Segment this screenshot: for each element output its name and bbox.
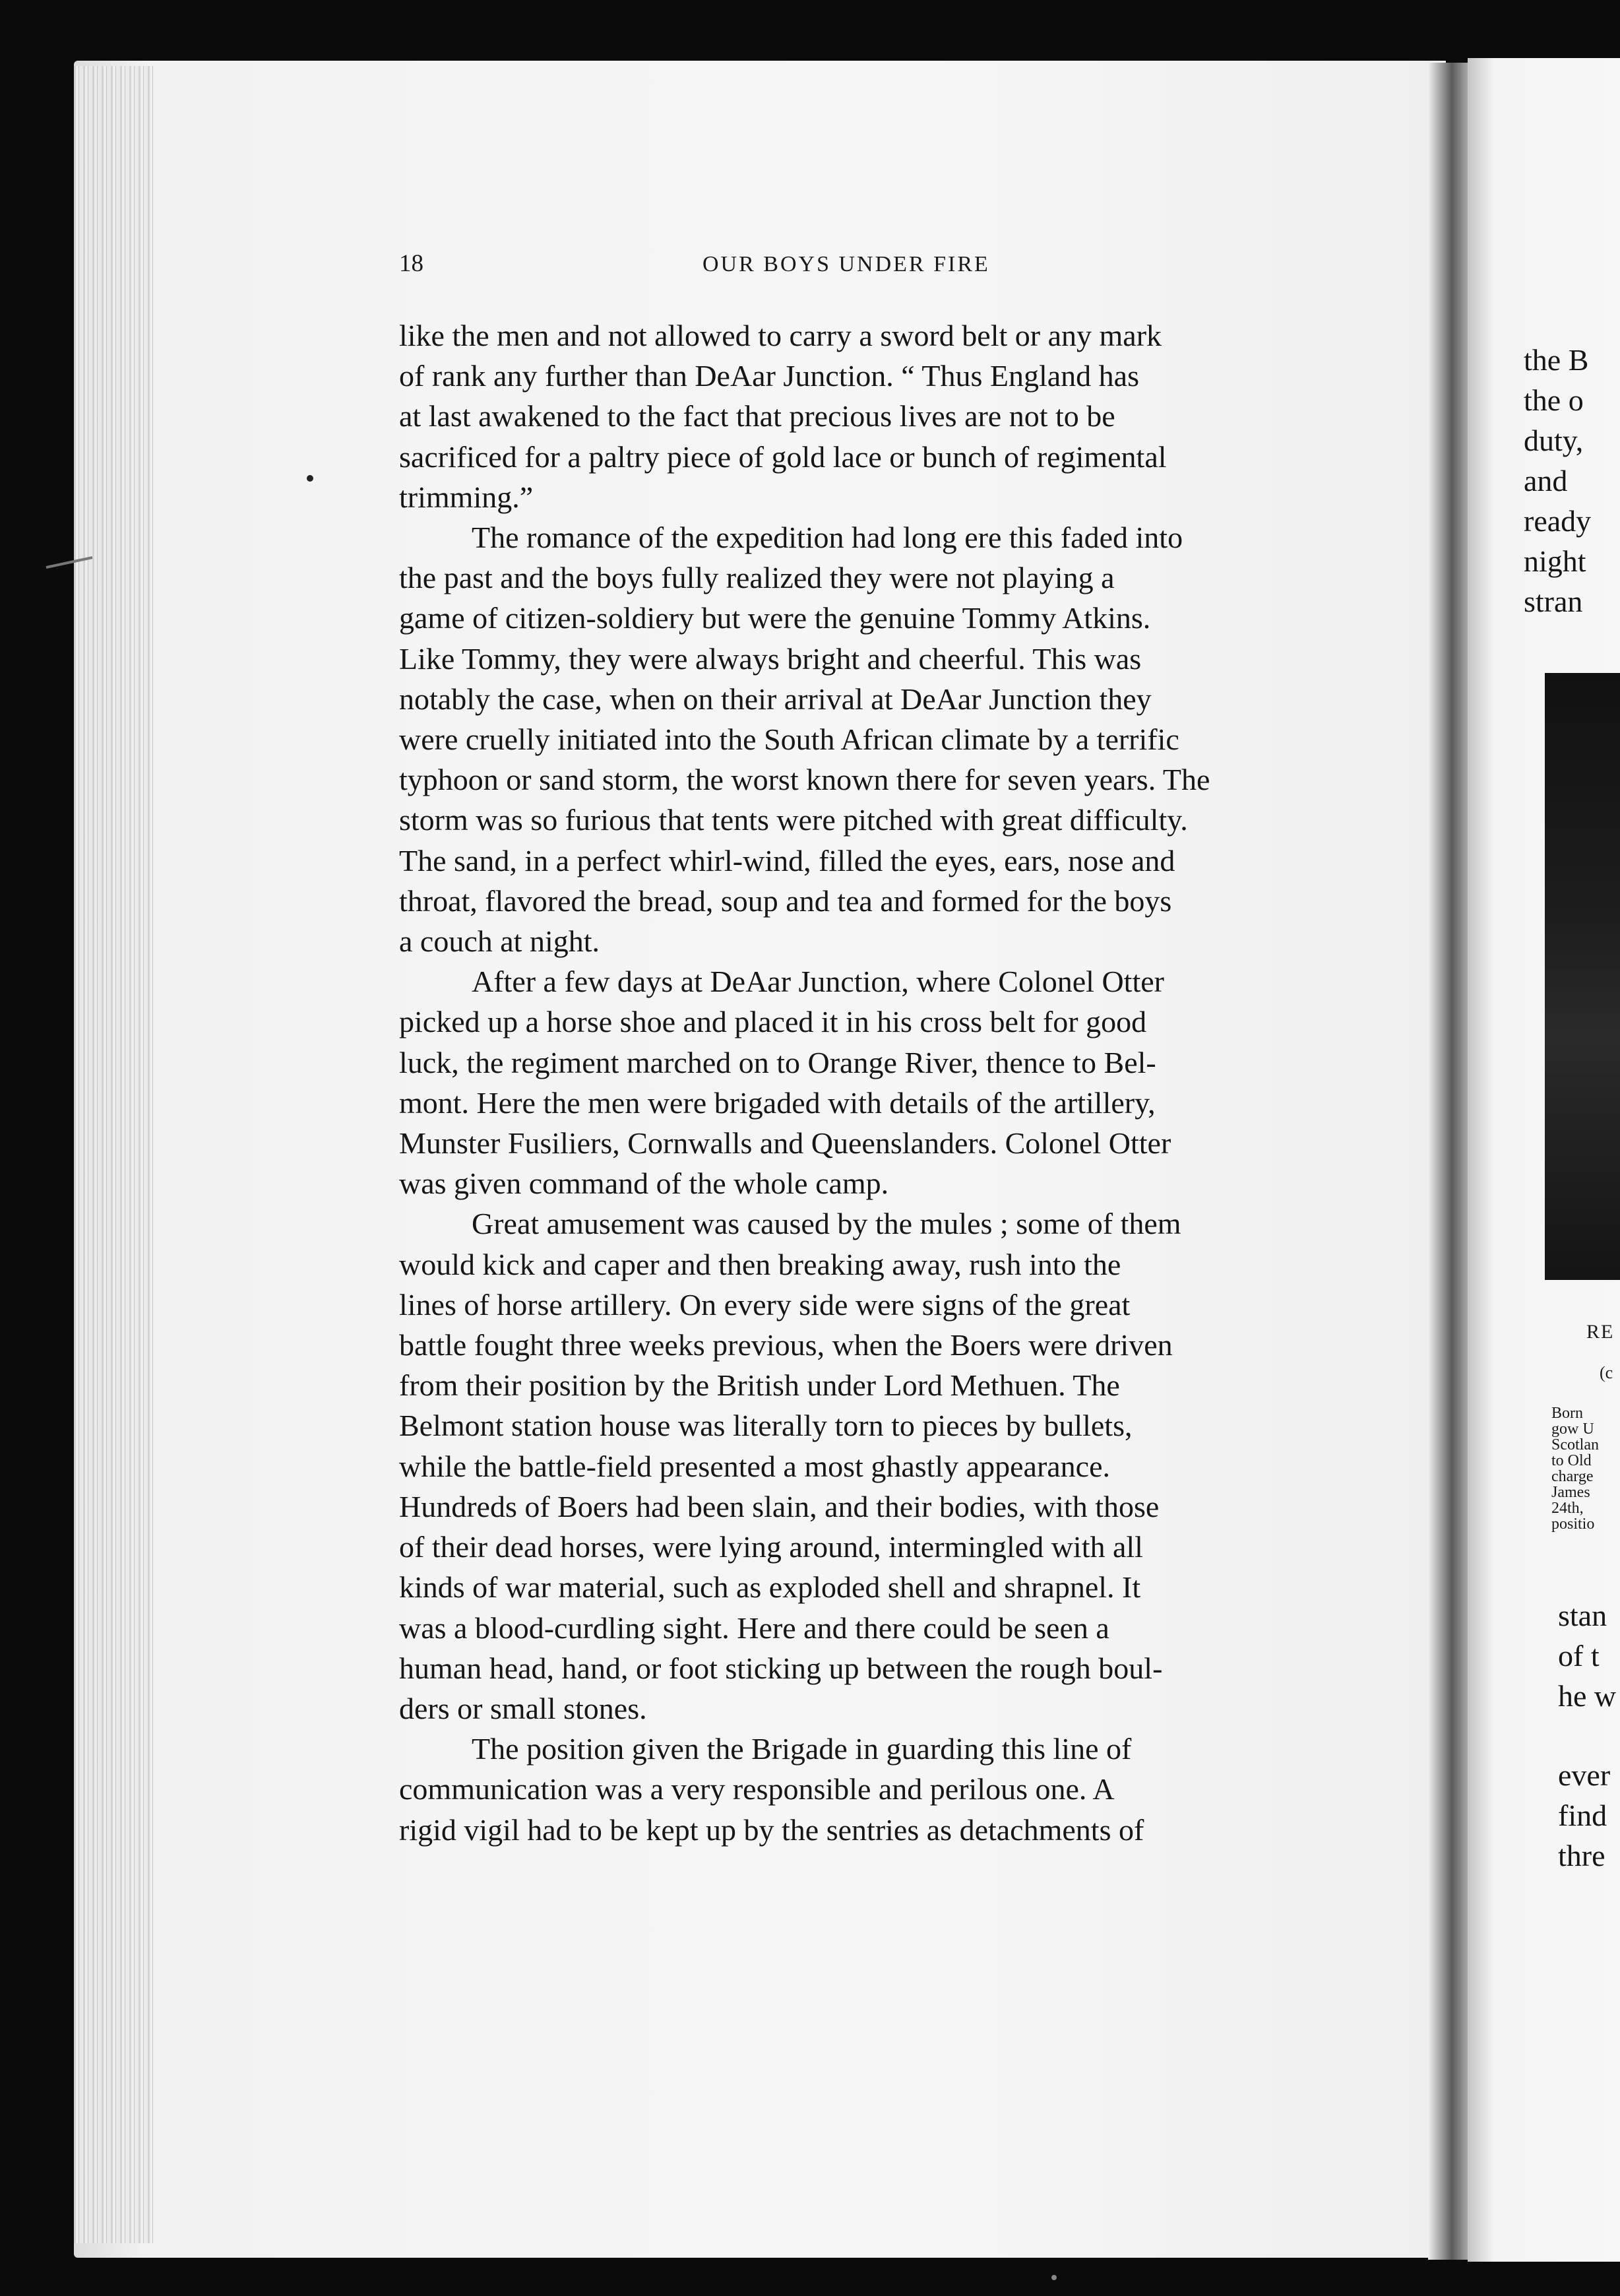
portrait-photo	[1545, 673, 1620, 1280]
paragraph-1: like the men and not allowed to carry a sword belt or any mark of rank any further than DeAar Junction. “ Thus England has at last awakened to the fact that precious lives are not to be sacrificed for a paltry piece of gold lace or bunch of regimental trimming.”	[399, 319, 1167, 514]
right-page-text-top: the B the o duty, and ready night stran	[1524, 343, 1592, 618]
paragraph-5: The position given the Brigade in guarding this line of communication was a very responsible and perilous one. A rigid vigil had to be kept up by the sentries as detachments of	[399, 1732, 1144, 1847]
page-edges	[74, 66, 153, 2243]
page-header	[399, 249, 1369, 289]
body-text	[399, 315, 1375, 1850]
paragraph-3: After a few days at DeAar Junction, where Colonel Otter picked up a horse shoe and placed it in his cross belt for good luck, the regiment marched on to Orange River, thence to Bel- mont. Here the men were brigaded with details of the artillery, Munster Fusiliers, Cornwalls and Queenslanders. Colonel Otter was given command of the whole camp.	[399, 965, 1171, 1201]
right-page-text-bottom: ever find thre	[1558, 1758, 1611, 1872]
photo-caption-title: RE	[1586, 1321, 1615, 1343]
paragraph-2: The romance of the expedition had long ere this faded into the past and the boys fully realized they were not playing a game of citizen-soldiery but were the genuine Tommy Atkins. Like Tommy, they were always bright and cheerful. This was notably the case, when on their arrival at DeAar Junction they were cruelly initiated into the South African climate by a terrific typhoon or sand storm, the worst known there for seven years. The storm was so furious that tents were pitched with great difficulty. The sand, in a perfect whirl-wind, filled the eyes, ears, nose and throat, flavored the bread, soup and tea and formed for the boys a couch at night.	[399, 521, 1210, 959]
right-page-text-middle: stan of t he w	[1558, 1599, 1617, 1713]
photo-caption-subtitle: (c	[1600, 1363, 1613, 1382]
photo-caption-text: Born gow U Scotlan to Old charge James 24th, positio	[1551, 1405, 1599, 1532]
page-number: 18	[399, 250, 423, 277]
book-gutter	[1428, 63, 1468, 2260]
paragraph-4: Great amusement was caused by the mules ; some of them would kick and caper and then breaking away, rush into the lines of horse artillery. On every side were signs of the great battle fought three weeks previous, when the Boers were driven from their position by the British under Lord Methuen. The Belmont station house was literally torn to pieces by bullets, while the battle-field presented a most ghastly appearance. Hundreds of Boers had been slain, and their bodies, with those of their dead horses, were lying around, intermingled with all kinds of war material, such as exploded shell and shrapnel. It was a blood-curdling sight. Here and there could be seen a human head, hand, or foot sticking up between the rough boul- ders or small stones.	[399, 1207, 1181, 1725]
running-head: OUR BOYS UNDER FIRE	[702, 252, 990, 276]
